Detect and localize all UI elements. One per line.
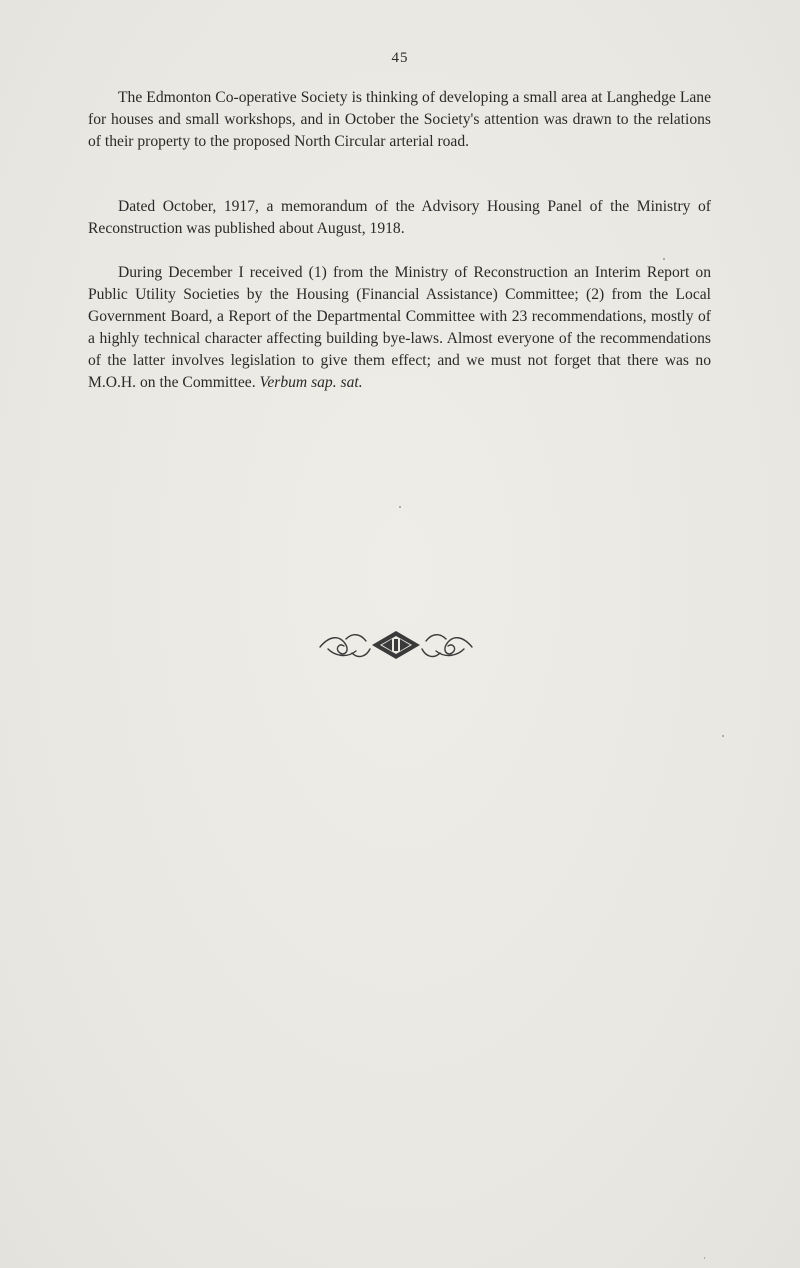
paper-speck: [663, 258, 665, 260]
paragraph-edmonton: The Edmonton Co-operative Society is thinking of developing a small area at Langhedge Lane for houses and small workshops, and in October the Society's attention was drawn to the relations of their property to the proposed North Circular arterial road.: [88, 89, 711, 150]
paragraph-memorandum: Dated October, 1917, a memorandum of the Advisory Housing Panel of the Ministry of Reconstruction was published about August, 1918.: [88, 198, 711, 237]
paper-speck: [722, 735, 724, 737]
paragraph-december-text: During December I received (1) from the Ministry of Reconstruction an Interim Report on Public Utility Societies by the Housing (Financial Assistance) Committee; (2) from the Local Government Board, a Report of the Departmental Committee with 23 recommendations, mostly of a highly technical character affecting building bye-laws. Almost everyone of the recommendations of the latter involves legislation to give them effect; and we must not forget that there was no M.O.H. on the Committee.: [88, 264, 711, 391]
paper-speck: [704, 1257, 705, 1259]
verbum-sap-sat: Verbum sap. sat.: [259, 374, 363, 391]
page-number: 45: [391, 50, 409, 66]
paragraph-december-reports: [88, 262, 711, 394]
ornamental-divider-icon: [316, 625, 476, 665]
paper-speck: [399, 506, 401, 508]
